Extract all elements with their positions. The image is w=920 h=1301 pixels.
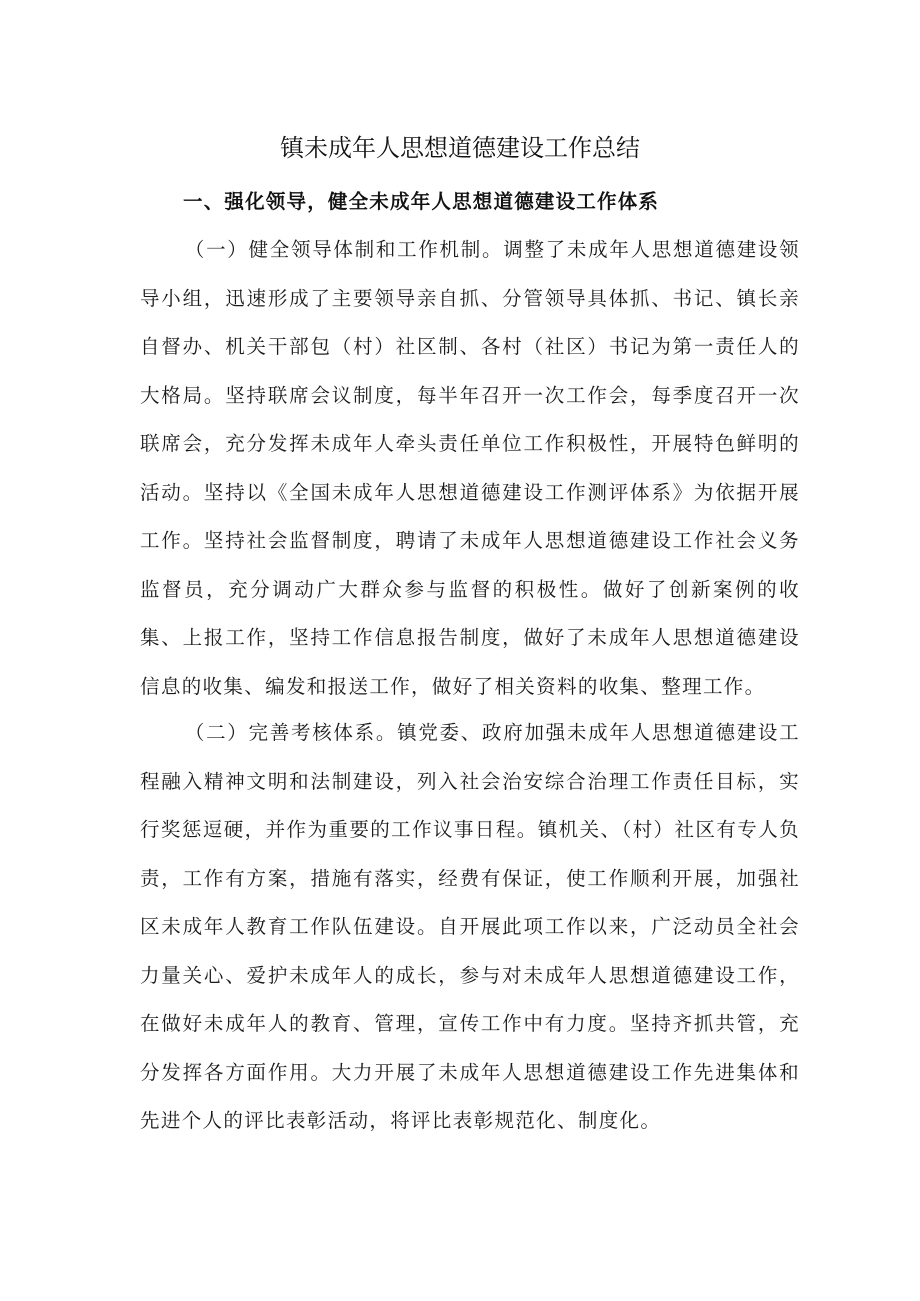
document-title: 镇未成年人思想道德建设工作总结 xyxy=(280,134,640,162)
paragraph-assessment-system: （二）完善考核体系。镇党委、政府加强未成年人思想道德建设工程融入精神文明和法制建设，列入社会治安综合治理工作责任目标，实行奖惩逗硬，并作为重要的工作议事日程。镇机关、（村）社区有专人负责，工作有方案，措施有落实，经费有保证，使工作顺利开展，加强社区未成年人教育工作队伍建设。自开展此项工作以来，广泛动员全社会力量关心、爱护未成年人的成长，参与对未成年人思想道德建设工作，在做好未成年人的教育、管理，宣传工作中有力度。坚持齐抓共管，充分发挥各方面作用。大力开展了未成年人思想道德建设工作先进集体和先进个人的评比表彰活动，将评比表彰规范化、制度化。 xyxy=(140,721,800,1132)
paragraph-leadership-system: （一）健全领导体制和工作机制。调整了未成年人思想道德建设领导小组，迅速形成了主要领导亲自抓、分管领导具体抓、书记、镇长亲自督办、机关干部包（村）社区制、各村（社区）书记为第一责任人的大格局。坚持联席会议制度，每半年召开一次工作会，每季度召开一次联席会，充分发挥未成年人牵头责任单位工作积极性，开展特色鲜明的活动。坚持以《全国未成年人思想道德建设工作测评体系》为依据开展工作。坚持社会监督制度，聘请了未成年人思想道德建设工作社会义务监督员，充分调动广大群众参与监督的积极性。做好了创新案例的收集、上报工作，坚持工作信息报告制度，做好了未成年人思想道德建设信息的收集、编发和报送工作，做好了相关资料的收集、整理工作。 xyxy=(140,238,800,698)
section-heading: 一、强化领导，健全未成年人思想道德建设工作体系 xyxy=(183,190,660,213)
